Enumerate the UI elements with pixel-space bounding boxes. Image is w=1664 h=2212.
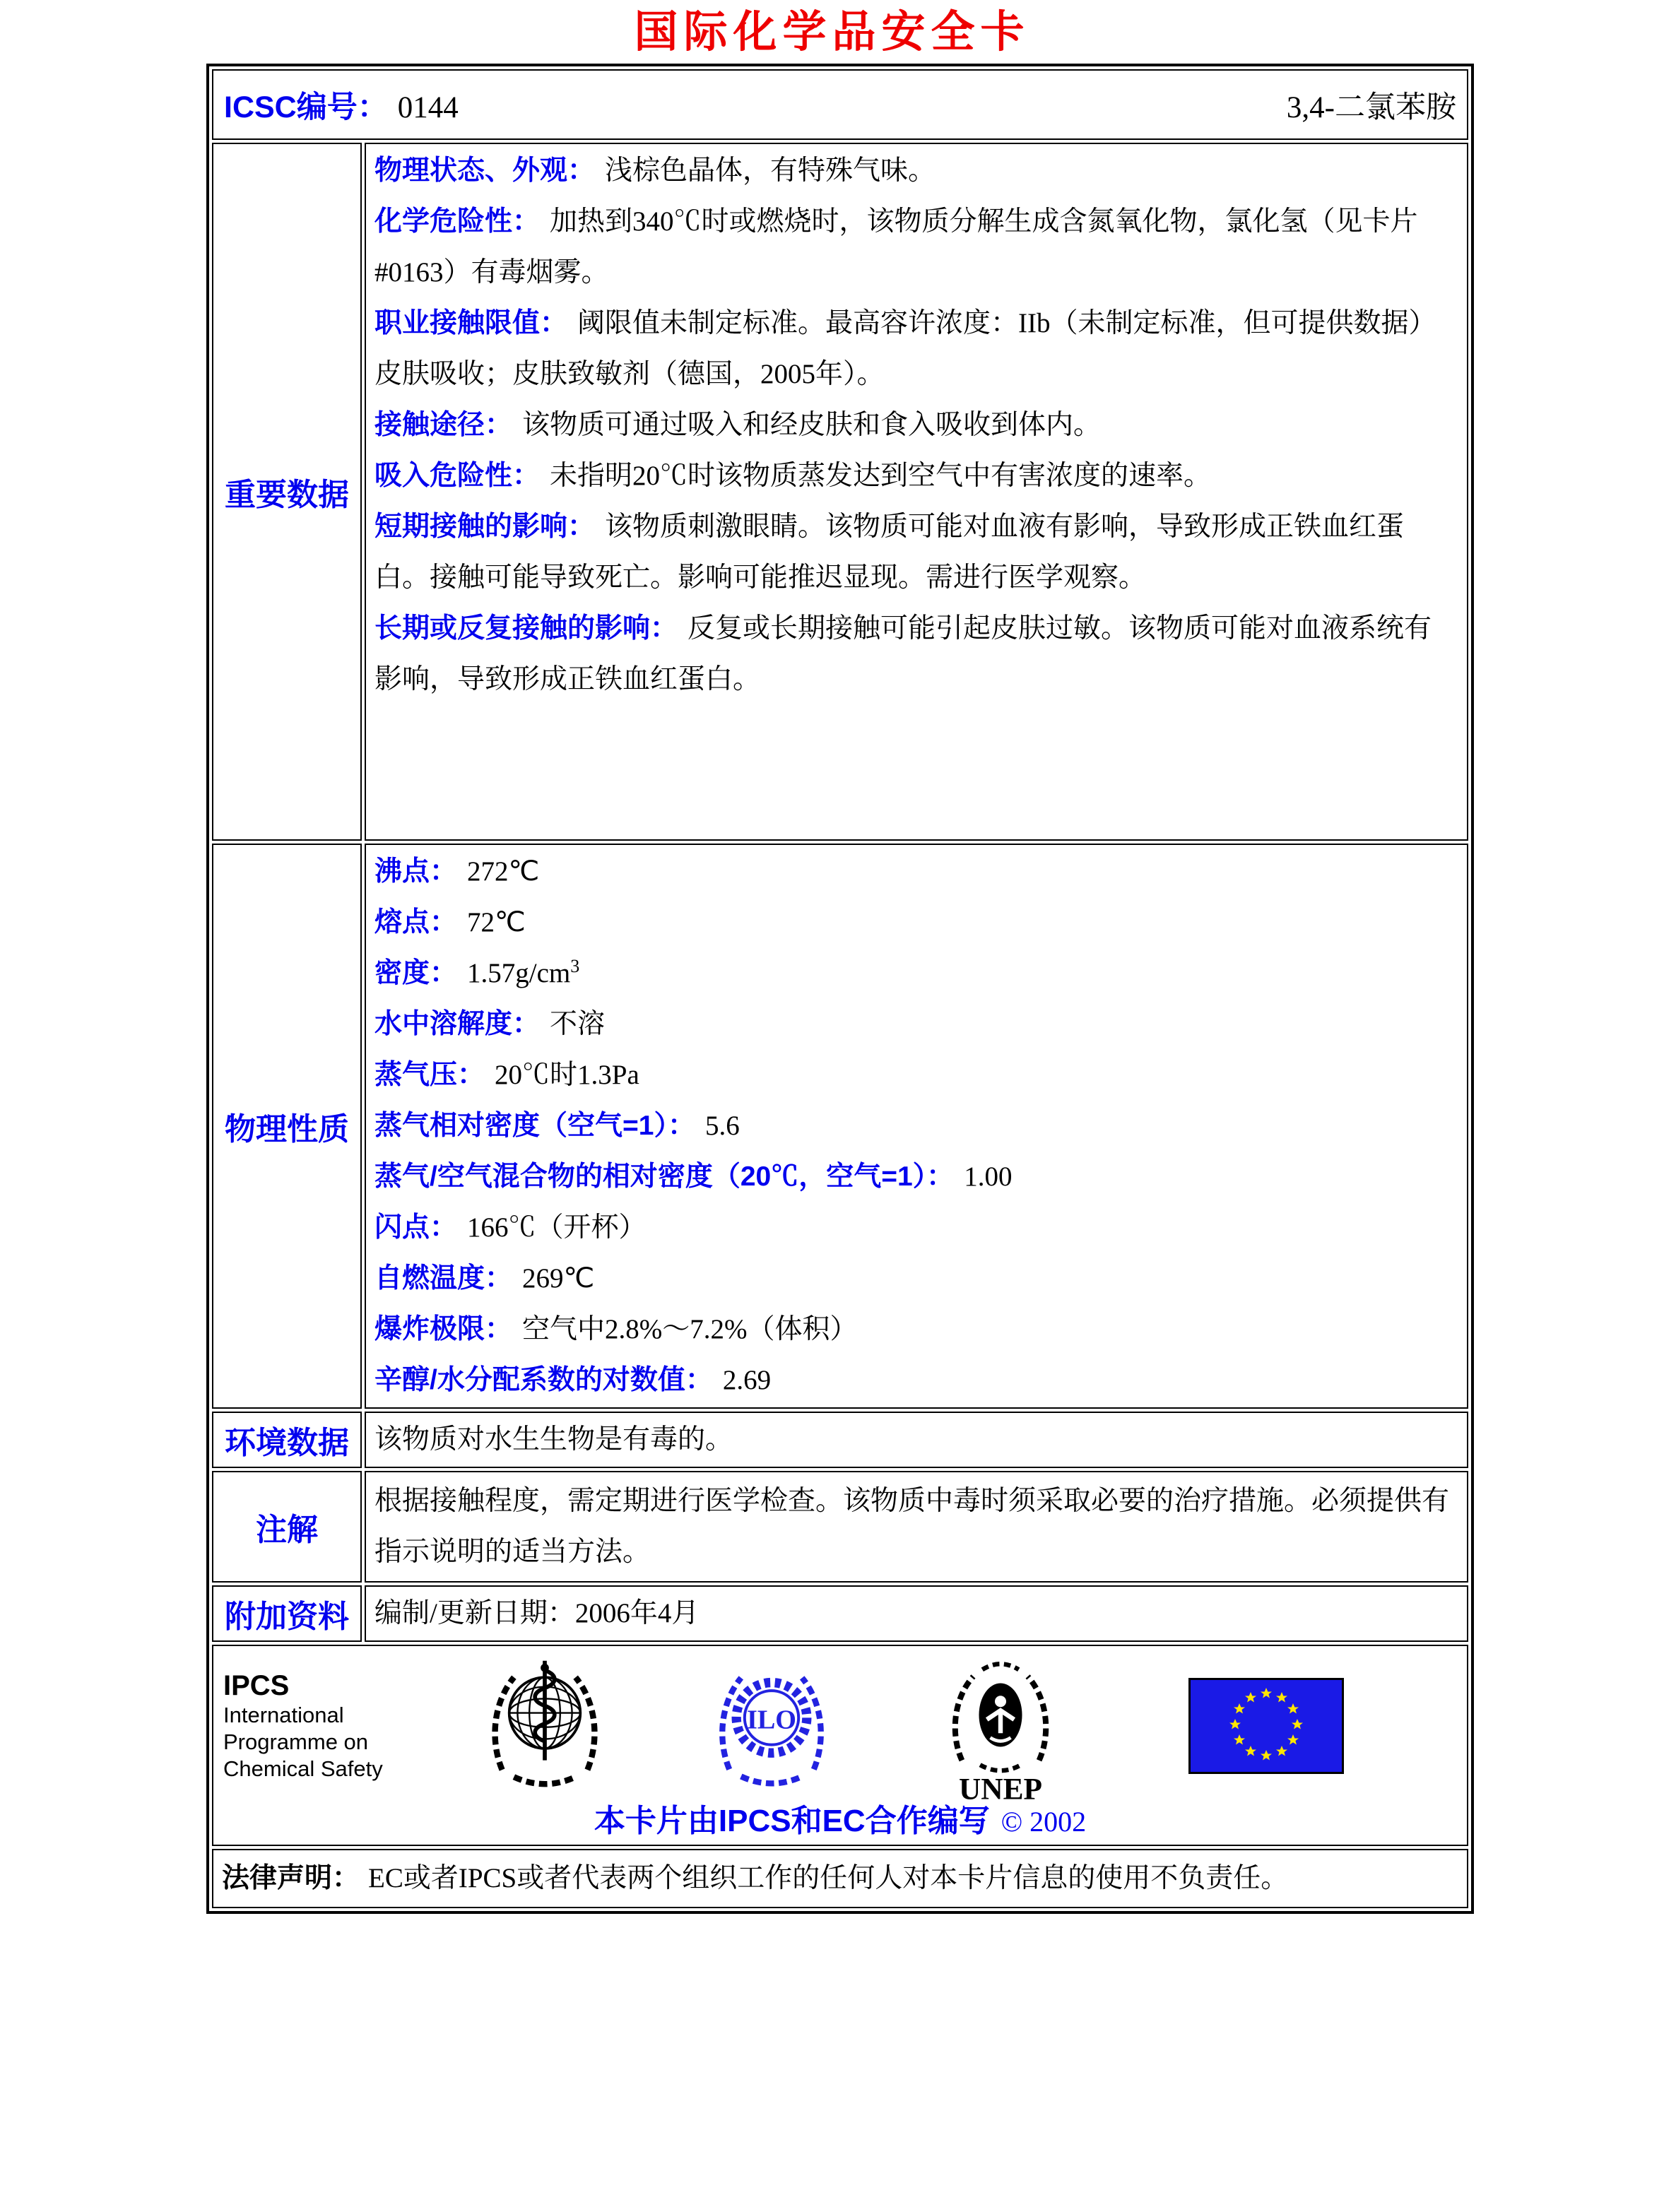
ilo-logo-icon	[712, 1657, 831, 1795]
field-value: 不溶	[550, 1009, 606, 1039]
physical-property	[374, 1152, 1458, 1202]
ipcs-title: IPCS	[223, 1670, 290, 1701]
icsc-card-table	[206, 64, 1474, 1914]
important-data-item	[374, 196, 1458, 298]
field-value: 该物质刺激眼睛。该物质可能对血液有影响，导致形成正铁血红蛋白。接触可能导致死亡。影响可能推迟显现。需进行医学观察。	[374, 511, 1405, 593]
header-row	[212, 69, 1468, 140]
field-value: 1.00	[964, 1161, 1013, 1192]
field-value: 166℃（开杯）	[467, 1212, 647, 1243]
legal-notice-row	[212, 1849, 1468, 1908]
physical-property	[374, 1253, 1458, 1304]
field-label: 水中溶解度：	[374, 1009, 541, 1039]
legal-notice-text: EC或者IPCS或者代表两个组织工作的任何人对本卡片信息的使用不负责任。	[368, 1863, 1289, 1893]
legal-notice-cell	[212, 1849, 1468, 1908]
icsc-number-value: 0144	[397, 90, 459, 124]
physical-property	[374, 999, 1458, 1050]
field-value: 20℃时1.3Pa	[495, 1060, 639, 1090]
ilo-logo-letters: ILO	[746, 1705, 797, 1735]
physical-properties-content	[365, 844, 1468, 1409]
field-label: 吸入危险性：	[374, 461, 541, 491]
field-value: 加热到340℃时或燃烧时，该物质分解生成含氮氧化物，氯化氢（见卡片#0163）有毒烟雾。	[374, 206, 1418, 288]
header-cell	[212, 69, 1468, 140]
physical-property	[374, 897, 1458, 948]
important-data-item	[374, 146, 1458, 196]
physical-property	[374, 846, 1458, 897]
important-data-item	[374, 603, 1458, 705]
field-value: 72℃	[467, 907, 526, 938]
important-data-item	[374, 502, 1458, 603]
field-label: 熔点：	[374, 907, 458, 938]
field-label: 闪点：	[374, 1212, 458, 1243]
ipcs-subtitle-line: Programme on	[223, 1729, 369, 1754]
physical-property	[374, 1202, 1458, 1253]
important-data-row	[212, 143, 1468, 841]
physical-properties-row	[212, 844, 1468, 1409]
who-logo-icon	[485, 1656, 605, 1796]
field-value: 2.69	[722, 1365, 772, 1395]
field-value: 5.6	[704, 1111, 740, 1141]
icsc-number-group	[224, 83, 459, 126]
physical-property	[374, 1355, 1458, 1406]
notes-row	[212, 1471, 1468, 1583]
field-label: 蒸气压：	[374, 1060, 485, 1090]
page-title: 国际化学品安全卡	[634, 8, 1030, 57]
field-value: 浅棕色晶体，有特殊气味。	[605, 155, 936, 186]
field-label: 短期接触的影响：	[374, 511, 596, 542]
additional-info-row-label: 附加资料	[212, 1585, 362, 1642]
field-label: 辛醇/水分配系数的对数值：	[374, 1365, 713, 1395]
field-label: 沸点：	[374, 856, 458, 887]
field-label: 接触途径：	[374, 410, 513, 440]
physical-property	[374, 1050, 1458, 1101]
field-label: 长期或反复接触的影响：	[374, 613, 678, 644]
field-value: 未指明20℃时该物质蒸发达到空气中有害浓度的速率。	[550, 461, 1212, 491]
important-data-content	[365, 143, 1468, 841]
ipcs-subtitle-line: Chemical Safety	[223, 1756, 383, 1781]
environmental-data-row	[212, 1412, 1468, 1468]
unep-logo-icon	[940, 1656, 1061, 1806]
important-data-item	[374, 400, 1458, 451]
additional-info-row	[212, 1585, 1468, 1642]
field-label: 蒸气/空气混合物的相对密度（20℃，空气=1）：	[374, 1161, 955, 1192]
physical-property	[374, 1304, 1458, 1355]
card-attribution	[223, 1802, 1457, 1842]
field-label: 爆炸极限：	[374, 1314, 513, 1344]
physical-property	[374, 948, 1458, 999]
superscript: 3	[570, 956, 580, 976]
eu-flag-icon	[1188, 1678, 1344, 1774]
environmental-data-row-label: 环境数据	[212, 1412, 362, 1468]
unep-logo-letters: UNEP	[958, 1772, 1043, 1806]
important-data-item	[374, 298, 1458, 400]
attribution-text: 本卡片由IPCS和EC合作编写	[594, 1804, 990, 1838]
notes-row-label: 注解	[212, 1471, 362, 1583]
environmental-data-content: 该物质对水生生物是有毒的。	[365, 1412, 1468, 1468]
notes-content: 根据接触程度，需定期进行医学检查。该物质中毒时须采取必要的治疗措施。必须提供有指示说明的适当方法。	[365, 1471, 1468, 1583]
chemical-name: 3,4-二氯苯胺	[1286, 90, 1456, 124]
field-value: 阈限值未制定标准。最高容许浓度：IIb（未制定标准，但可提供数据）皮肤吸收；皮肤致敏剂（德国，2005年）。	[374, 308, 1436, 389]
physical-property	[374, 1101, 1458, 1152]
field-label: 物理状态、外观：	[374, 155, 596, 186]
field-label: 职业接触限值：	[374, 308, 568, 338]
field-label: 蒸气相对密度（空气=1）：	[374, 1111, 695, 1141]
field-value: 269℃	[522, 1263, 595, 1294]
field-label: 自燃温度：	[374, 1263, 513, 1294]
field-value: 反复或长期接触可能引起皮肤过敏。该物质可能对血液系统有影响，导致形成正铁血红蛋白。	[374, 613, 1432, 694]
icsc-number-label: ICSC编号：	[224, 90, 388, 124]
physical-properties-row-label: 物理性质	[212, 844, 362, 1409]
legal-notice-label: 法律声明：	[222, 1863, 360, 1893]
logos-row	[212, 1645, 1468, 1846]
copyright-text: © 2002	[1001, 1806, 1087, 1838]
ipcs-subtitle-line: International	[223, 1703, 344, 1727]
additional-info-content: 编制/更新日期：2006年4月	[365, 1585, 1468, 1642]
ipcs-text-block	[223, 1669, 435, 1782]
field-value: 272℃	[467, 856, 540, 887]
field-label: 密度：	[374, 958, 458, 988]
field-value: 空气中2.8%～7.2%（体积）	[522, 1314, 858, 1344]
important-data-row-label: 重要数据	[212, 143, 362, 841]
field-value: $1.57g/cm^3$	[467, 956, 580, 988]
important-data-item	[374, 451, 1458, 502]
logos-cell	[212, 1645, 1468, 1846]
field-label: 化学危险性：	[374, 206, 541, 237]
logo-strip	[223, 1653, 1457, 1806]
field-value: 该物质可通过吸入和经皮肤和食入吸收到体内。	[522, 410, 1102, 440]
